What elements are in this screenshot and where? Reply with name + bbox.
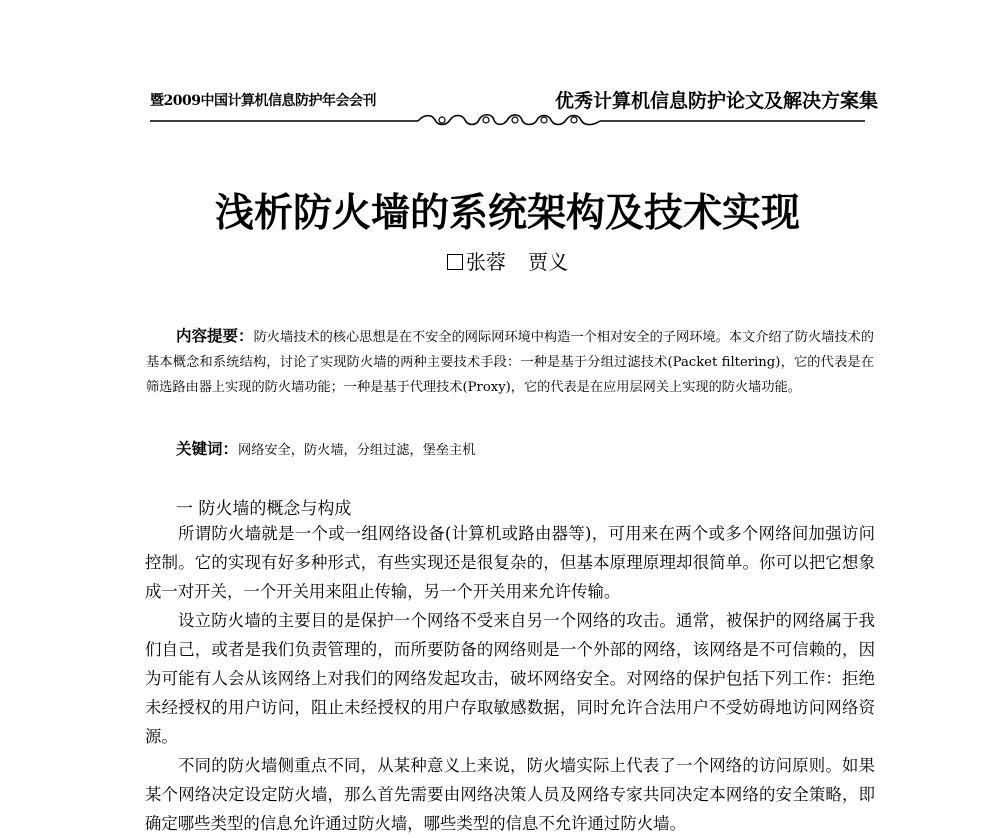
- article-title: 浅析防火墙的系统架构及技术实现: [214, 190, 800, 236]
- abstract-label: 内容提要：: [176, 326, 254, 345]
- keywords-text: 网络安全，防火墙，分组过滤，堡垒主机: [238, 443, 476, 458]
- running-header-left: 暨2009中国计算机信息防护年会会刊: [150, 93, 376, 109]
- keywords: [176, 437, 876, 459]
- keywords-label: 关键词：: [176, 439, 239, 458]
- abstract: [146, 323, 874, 400]
- abstract-text: 防火墙技术的核心思想是在不安全的网际网环境中构造一个相对安全的子网环境。本文介绍了防火墙技术的基本概念和系统结构，讨论了实现防火墙的两种主要技术手段：一种是基于分组过滤技术(Packet filtering)，它的代表是在筛选路由器上实现的防火墙功能；一种是基于代理技术(Proxy)，它的代表是在应用层网关上实现的防火墙功能。: [146, 330, 874, 395]
- author-name: 张蓉: [466, 250, 506, 274]
- body-paragraph: 不同的防火墙侧重点不同，从某种意义上来说，防火墙实际上代表了一个网络的访问原则。如果某个网络决定设定防火墙，那么首先需要由网络决策人员及网络专家共同决定本网络的安全策略，即确定哪些类型的信息允许通过防火墙，哪些类型的信息不允许通过防火墙。: [145, 756, 875, 833]
- ornamental-rule: [150, 113, 865, 127]
- author-box-icon: [447, 254, 463, 270]
- author-line: [150, 246, 865, 275]
- body-paragraph: 所谓防火墙就是一个或一组网络设备(计算机或路由器等)，可用来在两个或多个网络间加强访问控制。它的实现有好多种形式，有些实现还是很复杂的，但基本原理原理却很简单。你可以把它想象成一对开关，一个开关用来阻止传输，另一个开关用来允许传输。: [145, 524, 875, 601]
- author-name: 贾义: [528, 250, 568, 274]
- section-heading: 一 防火墙的概念与构成: [176, 499, 352, 519]
- running-header-right: 优秀计算机信息防护论文及解决方案集: [555, 90, 879, 112]
- section-body: [145, 519, 875, 838]
- body-paragraph: 设立防火墙的主要目的是保护一个网络不受来自另一个网络的攻击。通常，被保护的网络属于我们自己，或者是我们负责管理的，而所要防备的网络则是一个外部的网络，该网络是不可信赖的，因为可能有人会从该网络上对我们的网络发起攻击，破坏网络安全。对网络的保护包括下列工作：拒绝未经授权的用户访问，阻止未经授权的用户存取敏感数据，同时允许合法用户不受妨碍地访问网络资源。: [145, 611, 875, 746]
